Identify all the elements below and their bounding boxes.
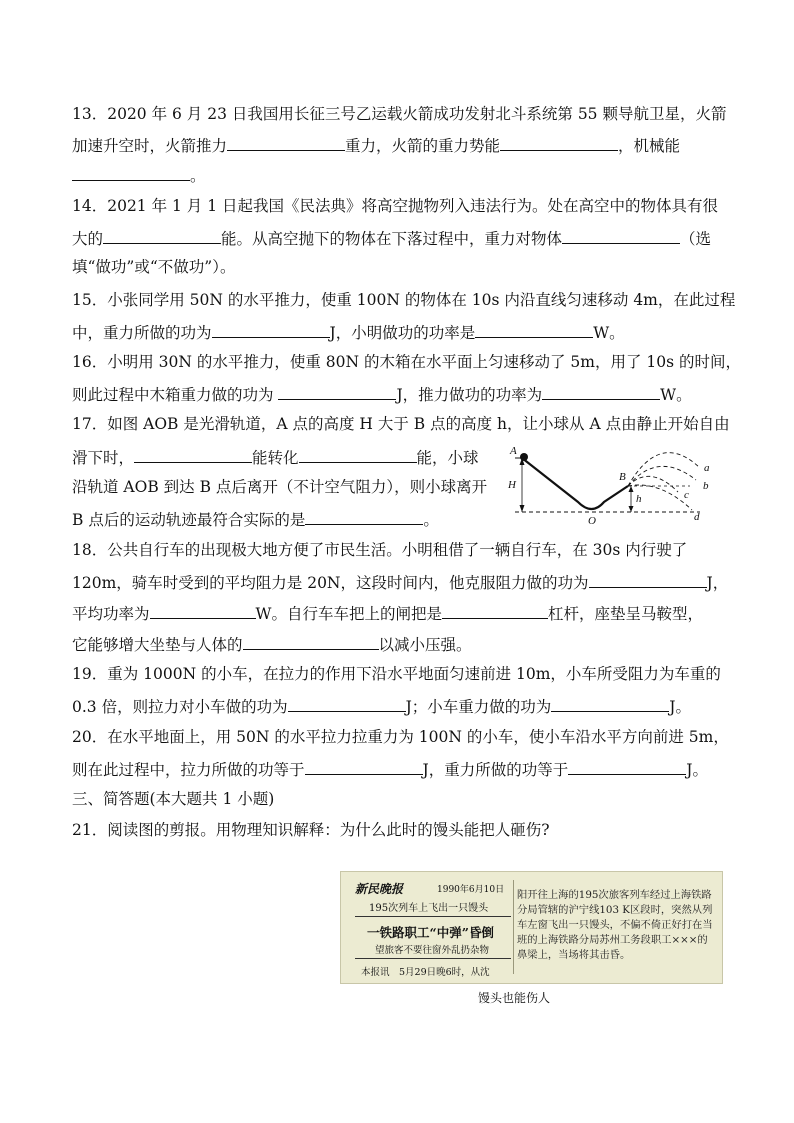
- answer-blank[interactable]: [212, 321, 330, 338]
- answer-blank[interactable]: [442, 602, 548, 619]
- clipping-headline: 一铁路职工“中弹”昏倒: [367, 925, 494, 940]
- q17-line3: 沿轨道 AOB 到达 B 点后离开（不计空气阻力），则小球离开: [72, 478, 488, 496]
- answer-blank[interactable]: [278, 383, 396, 400]
- label-c: c: [684, 489, 689, 501]
- q13-line1: 13．2020 年 6 月 23 日我国用长征三号乙运载火箭成功发射北斗系统第 55 颗导航卫星，火箭: [72, 105, 727, 123]
- label-d: d: [694, 511, 700, 523]
- label-a: a: [704, 462, 710, 474]
- track-diagram: [500, 440, 730, 530]
- q20-line1: 20．在水平地面上，用 50N 的水平拉力拉重力为 100N 的小车，使小车沿水平方向前进 5m，: [72, 728, 729, 746]
- answer-blank[interactable]: [299, 446, 417, 463]
- newspaper-clipping: [340, 871, 723, 984]
- label-A: A: [510, 445, 517, 457]
- answer-blank[interactable]: [475, 321, 593, 338]
- clipping-caption: 馒头也能伤人: [478, 991, 551, 1005]
- q19-line1: 19．重为 1000N 的小车，在拉力的作用下沿水平地面匀速前进 10m，小车所受阻力为车重的: [72, 665, 721, 683]
- label-H: H: [508, 479, 516, 491]
- q21-prompt: 21．阅读图的剪报。用物理知识解释：为什么此时的馒头能把人砸伤?: [72, 821, 550, 839]
- q14-line3: 填“做功”或“不做功”）。: [72, 258, 236, 276]
- section-heading: 三、简答题(本大题共 1 小题): [72, 790, 275, 808]
- answer-blank[interactable]: [589, 571, 707, 588]
- q18-line4: 它能够增大坐垫与人体的 以减小压强。: [72, 633, 472, 655]
- label-O: O: [588, 515, 596, 527]
- q17-line4: B 点后的运动轨迹最符合实际的是 。: [72, 508, 439, 530]
- answer-blank[interactable]: [562, 227, 680, 244]
- paper-date: 1990年6月10日: [437, 885, 505, 895]
- q15-line2: 中，重力所做的功为 J，小明做功的功率是 W。: [72, 321, 625, 343]
- q20-line2: 则在此过程中，拉力所做的功等于 J，重力所做的功等于 J。: [72, 758, 708, 780]
- label-b: b: [703, 480, 709, 492]
- clipping-byline: 本报讯 5月29日晚6时，从沈: [361, 967, 490, 978]
- ball: [520, 453, 528, 461]
- q17-line2: 滑下时， 能转化 能，小球: [72, 446, 479, 468]
- answer-blank[interactable]: [500, 134, 618, 151]
- q17-line1: 17．如图 AOB 是光滑轨道，A 点的高度 H 大于 B 点的高度 h，让小球从 A 点由静止开始自由: [72, 415, 730, 433]
- q19-line2: 0.3 倍，则拉力对小车做的功为 J；小车重力做的功为 J。: [72, 695, 691, 717]
- answer-blank[interactable]: [243, 633, 379, 650]
- clipping-subtitle: 195次列车上飞出一只馒头: [369, 903, 489, 914]
- answer-blank[interactable]: [72, 164, 190, 181]
- answer-blank[interactable]: [551, 695, 669, 712]
- q13-line2: 加速升空时，火箭推力 重力，火箭的重力势能 ，机械能: [72, 134, 680, 156]
- answer-blank[interactable]: [542, 383, 660, 400]
- label-B: B: [619, 471, 626, 483]
- answer-blank[interactable]: [288, 695, 406, 712]
- q14-line1: 14．2021 年 1 月 1 日起我国《民法典》将高空抛物列入违法行为。处在高空中的物体具有很: [72, 197, 719, 215]
- answer-blank[interactable]: [305, 508, 423, 525]
- answer-blank[interactable]: [150, 602, 256, 619]
- trajectory-b: [628, 466, 696, 486]
- rule: [355, 916, 511, 917]
- paper-name: 新民晚报: [355, 882, 404, 896]
- answer-blank[interactable]: [103, 227, 221, 244]
- q16-line1: 16．小明用 30N 的水平推力，使重 80N 的木箱在水平面上匀速移动了 5m，用了 10s 的时间，: [72, 353, 742, 371]
- label-h: h: [636, 493, 642, 505]
- column-divider: [513, 880, 514, 974]
- answer-blank[interactable]: [568, 758, 686, 775]
- q18-line3: 平均功率为 W。自行车车把上的闸把是 杠杆，座垫呈马鞍型，: [72, 602, 703, 624]
- clipping-subhead: 望旅客不要往窗外乱扔杂物: [375, 945, 490, 956]
- q14-line2: 大的 能。从高空抛下的物体在下落过程中，重力对物体 （选: [72, 227, 711, 249]
- q16-line2: 则此过程中木箱重力做的功为 J，推力做功的功率为 W。: [72, 383, 692, 405]
- answer-blank[interactable]: [305, 758, 423, 775]
- q18-line2: 120m，骑车时受到的平均阻力是 20N，这段时间内，他克服阻力做的功为 J，: [72, 571, 728, 593]
- trajectory-a: [628, 453, 700, 486]
- rule: [355, 958, 511, 959]
- clipping-body: 阳开往上海的195次旅客列车经过上海铁路分局管辖的沪宁线103 K区段时，突然从列车左窗飞出一只馒头，不偏不倚正好打在当班的上海铁路分局苏州工务段职工×××的鼻梁上，当场将其击昏。: [517, 889, 713, 961]
- q18-line1: 18．公共自行车的出现极大地方便了市民生活。小明租借了一辆自行车，在 30s 内行驶了: [72, 541, 688, 559]
- answer-blank[interactable]: [134, 446, 252, 463]
- answer-blank[interactable]: [227, 134, 345, 151]
- q13-line3: 。: [72, 164, 206, 186]
- track-AOB: [522, 458, 628, 509]
- q15-line1: 15．小张同学用 50N 的水平推力，使重 100N 的物体在 10s 内沿直线匀速移动 4m，在此过程: [72, 291, 736, 309]
- clipping-headline-block: [341, 872, 513, 983]
